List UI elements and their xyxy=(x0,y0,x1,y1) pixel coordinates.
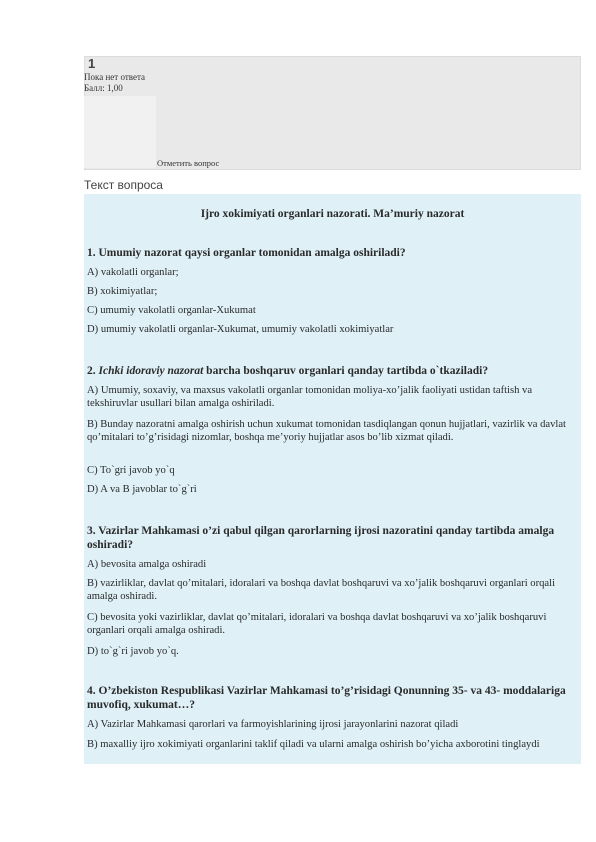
question-3-prefix: 3. xyxy=(87,525,99,537)
question-grade: Балл: 1,00 xyxy=(84,83,123,93)
question-status xyxy=(84,72,145,94)
question-text-header: Текст вопроса xyxy=(84,178,163,192)
question-3-option-a: A) bevosita amalga oshiradi xyxy=(87,559,207,570)
question-3-option-d: D) to`g`ri javob yo`q. xyxy=(87,646,179,657)
answer-state: Пока нет ответа xyxy=(84,72,146,82)
question-2-emphasis: Ichki idoraviy nazorat xyxy=(98,365,204,377)
question-4 xyxy=(87,684,577,712)
question-1-option-c: C) umumiy vakolatli organlar-Xukumat xyxy=(87,305,256,316)
question-4-text: O’zbekiston Respublikasi Vazirlar Mahkamasi to’g’risidagi Qonunning 35- va 43- moddalariga muvofiq, xukumat…? xyxy=(87,685,566,711)
question-1 xyxy=(87,246,577,260)
question-info-panel xyxy=(84,56,581,170)
question-1-option-a: A) vakolatli organlar; xyxy=(87,267,179,278)
question-2-option-a: A) Umumiy, soxaviy, va maxsus vakolatli organlar tomonidan moliya-xo’jalik faoliyati ustidan taftish va tekshiruvlar usullari bilan amalga oshiriladi. xyxy=(87,385,533,409)
question-2-option-b: B) Bunday nazoratni amalga oshirish uchun xukumat tomonidan tasdiqlangan qonun hujjatlari, vazirlik va davlat qo’mitalari to’g’risidagi nizomlar, boshqa me’yoriy hujjatlar asos bo’lib xizmat qiladi. xyxy=(87,419,566,443)
question-1-option-d: D) umumiy vakolatli organlar-Xukumat, umumiy vakolatli xokimiyatlar xyxy=(87,324,394,335)
question-4-prefix: 4. xyxy=(87,685,99,697)
question-2 xyxy=(87,364,577,378)
question-1-prefix: 1. xyxy=(87,247,99,259)
info-spacer xyxy=(84,96,156,168)
question-number: 1 xyxy=(88,56,96,71)
question-2-option-c: C) To`gri javob yo`q xyxy=(87,465,175,476)
question-2-prefix: 2. xyxy=(87,365,99,377)
question-text-box xyxy=(84,194,581,764)
question-4-option-b: B) maxalliy ijro xokimiyati organlarini taklif qiladi va ularni amalga oshirish bo’yicha axborotini tinglaydi xyxy=(87,739,540,750)
question-1-text: Umumiy nazorat qaysi organlar tomonidan amalga oshiriladi? xyxy=(98,247,406,259)
question-1-option-b: B) xokimiyatlar; xyxy=(87,286,158,297)
question-3-option-c: C) bevosita yoki vazirliklar, davlat qo’mitalari, idoralari va boshqa davlat boshqaruvi va xo’jalik boshqaruvi organlari orqali amalga oshiradi. xyxy=(87,612,547,636)
question-2-option-d: D) A va B javoblar to`g`ri xyxy=(87,484,197,495)
question-4-option-a: A) Vazirlar Mahkamasi qarorlari va farmoyishlarining ijrosi jarayonlarini nazorat qiladi xyxy=(87,719,459,730)
question-2-text: barcha boshqaruv organlari qanday tartibda o`tkaziladi? xyxy=(203,365,489,377)
question-3-option-b: B) vazirliklar, davlat qo’mitalari, idoralari va boshqa davlat boshqaruvi va xo’jalik boshqaruvi organlari orqali amalga oshiradi. xyxy=(87,578,556,602)
question-3 xyxy=(87,524,577,552)
flag-question-link[interactable]: Отметить вопрос xyxy=(157,158,220,168)
test-title: Ijro xokimiyati organlari nazorati. Ma’muriy nazorat xyxy=(200,208,465,220)
question-3-text: Vazirlar Mahkamasi o’zi qabul qilgan qarorlarning ijrosi nazoratini qanday tartibda amalga oshiradi? xyxy=(87,525,555,551)
